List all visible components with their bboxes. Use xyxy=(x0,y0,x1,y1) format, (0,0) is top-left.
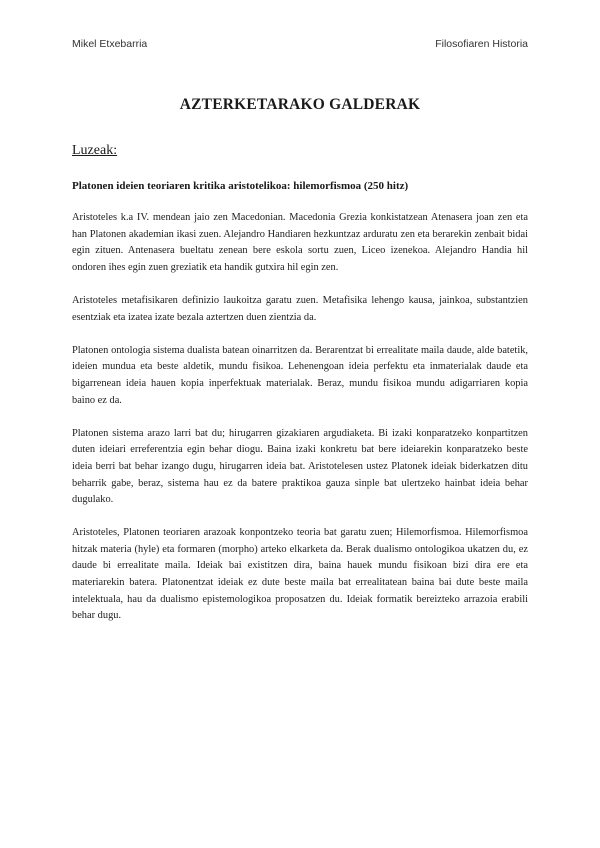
question-heading: Platonen ideien teoriaren kritika aristotelikoa: hilemorfismoa (250 hitz) xyxy=(72,180,409,192)
header-subject: Filosofiaren Historia xyxy=(435,38,528,50)
paragraph: Platonen sistema arazo larri bat du; hirugarren gizakiaren argudiaketa. Bi izaki konparatzeko konpartitzen duten ideiari erreferentzia egin behar diogu. Baina izaki konkretu bat bere ideiarekin konparatzeko beste ideia berri bat behar izango dugu, hirugarren ideia bat. Aristotelesen ustez Platonek ideiak biderkatzen ditu beharrik gabe, beraz, sistema hau ez da batere praktikoa gauza sinple bat ulertzeko hainbat ideia behar dugulako. xyxy=(72,427,528,506)
page-header xyxy=(72,38,528,50)
paragraph: Aristoteles, Platonen teoriaren arazoak konpontzeko teoria bat garatu zuen; Hilemorfismoa. Hilemorfismoa hitzak materia (hyle) eta formaren (morpho) arteko elkarketa da. Berak dualismo ontologikoa ukatzen du, ez daude bi errealitate maila. Ideiak bai existitzen dira, baina hauek mundu fisikoan bizi dira ere eta materiarekin batera. Platonentzat ideiak ez dute beste maila bat errealitatean baina bai dute beste maila intelektuala, hau da dualismo epistemologikoa proposatzen du. Ideiak formatik bereizteko arrazoia erabili behar dugu. xyxy=(72,527,528,622)
document-title: AZTERKETARAKO GALDERAK xyxy=(179,96,421,113)
paragraph: Platonen ontologia sistema dualista batean oinarritzen da. Berarentzat bi errealitate maila daude, alde batetik, ideien mundua eta beste aldetik, mundu fisikoa. Lehenengoan ideia perfektu eta inmaterialak daude eta bigarrenean ideia hauen kopia inperfektuak materialak. Beraz, mundu fisikoa mundu adigarriaren kopia baino ez da. xyxy=(72,344,528,406)
answer-body xyxy=(72,210,528,641)
header-author: Mikel Etxebarria xyxy=(72,38,148,50)
paragraph: Aristoteles metafisikaren definizio laukoitza garatu zuen. Metafisika lehengo kausa, jainkoa, substantzien esentziak eta izatea izate bezala aztertzen duen zientzia da. xyxy=(72,294,528,323)
section-label: Luzeak: xyxy=(72,143,118,158)
paragraph: Aristoteles k.a IV. mendean jaio zen Macedonian. Macedonia Grezia konkistatzean Atenasera joan zen eta han Platonen akademian ikasi zuen. Alejandro Handiaren hezkuntzaz arduratu zen eta berarekin zenbait bidai egin zituen. Antenasera bueltatu zenean bere eskola sortu zuen, Liceo izenekoa. Alejandro Handia hil ondoren ihes egin zuen greziatik eta handik gutxira hil egin zen. xyxy=(72,212,528,273)
